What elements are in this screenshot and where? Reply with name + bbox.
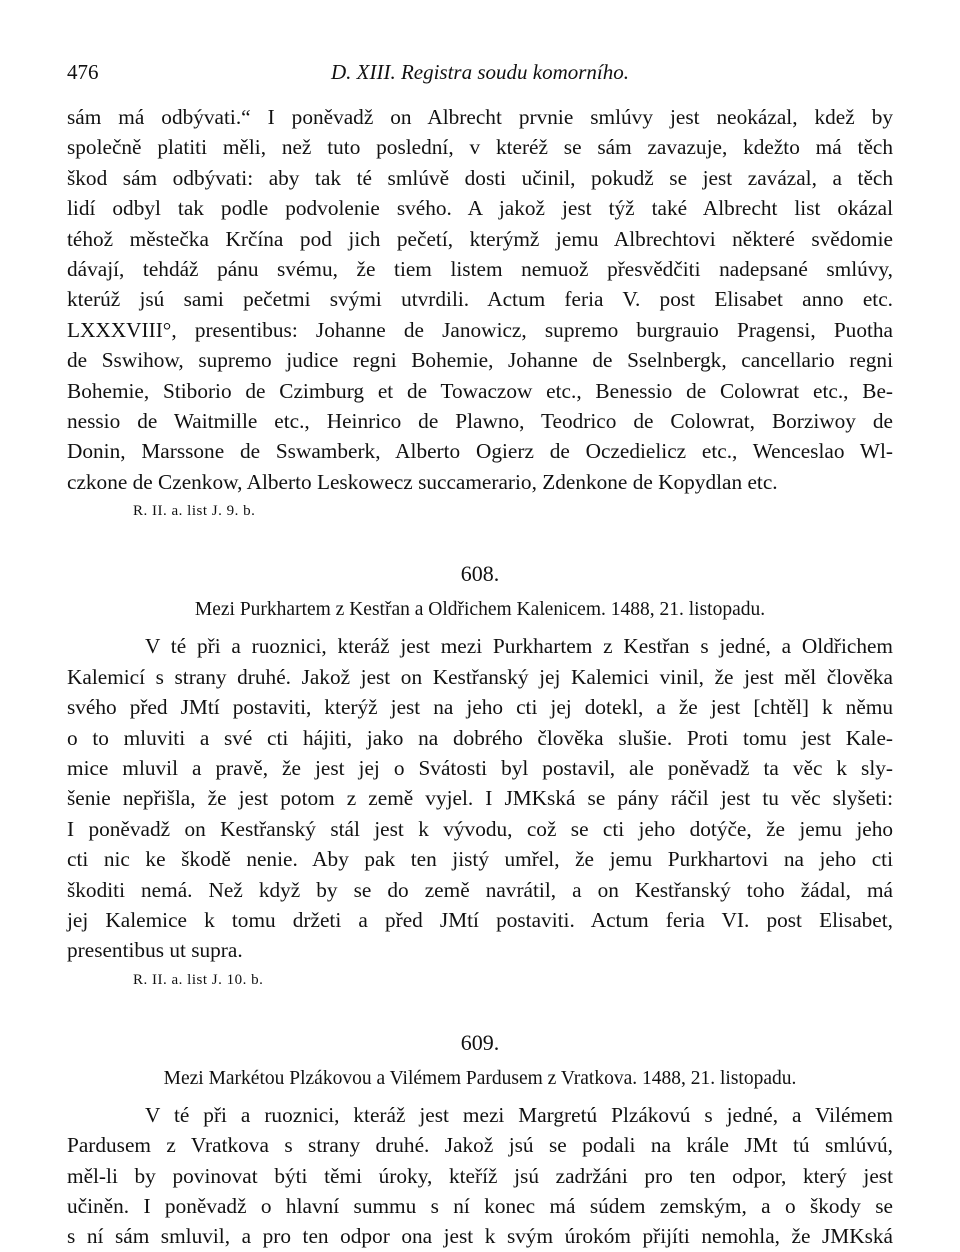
running-title: D. XIII. Registra soudu komorního. <box>330 60 630 84</box>
text-line: s ní sám smluvil, a pro ten odpor ona jest k svým úrokóm přijíti nemohla, že JMKská <box>67 1224 893 1249</box>
running-header <box>67 52 893 92</box>
source-note: R. II. a. list J. 10. b. <box>133 971 264 988</box>
text-line: škoditi nemá. Než když by se do země navrátil, a on Kestřanský toho žádal, má <box>67 877 893 902</box>
entry-number: 609. <box>460 1029 500 1055</box>
text-line: Kalemicí s strany druhé. Jakož jest on Kestřanský jej Kalemici vinil, že jest měl člověka <box>67 664 893 689</box>
text-line: lidí odbyl tak podle podvolenie svého. A jakož jest týž také Albrecht list okázal <box>67 196 893 221</box>
entry-paragraph <box>67 631 893 965</box>
entry-heading: Mezi Purkhartem z Kestřan a Oldřichem Kalenicem. 1488, 21. listopadu. <box>194 599 766 621</box>
text-line: sám má odbývati.“ I poněvadž on Albrecht prvnie smlúvy jest neokázal, kdež by <box>67 105 893 129</box>
text-line: Bohemie, Stiborio de Czimburg et de Towaczow etc., Benessio de Colowrat etc., Be- <box>67 378 893 403</box>
entry-heading: Mezi Markétou Plzákovou a Vilémem Pardusem z Vratkova. 1488, 21. listopadu. <box>163 1067 797 1089</box>
text-line: o to mluviti a své cti hájiti, jako na dobrého člověka slušie. Proti tomu jest Kale- <box>67 725 893 750</box>
text-line: jej Kalemice k tomu držeti a před JMtí postaviti. Actum feria VI. post Elisabet, <box>67 907 893 932</box>
page-number: 476 <box>67 60 99 84</box>
text-line: měl-li by povinovat býti těmi úroky, kteříž jsú zadržáni pro ten odpor, který jest <box>67 1163 893 1188</box>
text-line: de Sswihow, supremo judice regni Bohemie, Johanne de Sselnbergk, cancellario regni <box>67 348 893 373</box>
entry-number: 608. <box>460 561 500 587</box>
text-line: šenie nepřišla, že jest potom z země vyjel. I JMKská se pány ráčil jest tu věc slyšeti: <box>67 786 893 811</box>
source-note: R. II. a. list J. 9. b. <box>133 503 256 520</box>
text-line: LXXXVIII°, presentibus: Johanne de Janowicz, supremo burgrauio Pragensi, Puotha <box>67 317 893 342</box>
text-line: V té při a ruoznici, kteráž jest mezi Purkhartem z Kestřan s jedné, a Oldřichem <box>145 634 893 659</box>
book-page <box>67 52 893 1252</box>
text-line: kterúž jsú sami pečetmi svými utvrdili. Actum feria V. post Elisabet anno etc. <box>67 287 893 312</box>
text-line: společně platiti měli, než tuto poslední, v kteréž se sám zavazuje, kdežto má těch <box>67 135 893 160</box>
text-line: škod sám odbývati: aby tak té smlúvě dosti učinil, pokudž se jest zavázal, a těch <box>67 165 893 190</box>
text-line: učiněn. I poněvadž o hlavní summu s ní konec má súdem zemským, a o škody se <box>67 1193 893 1218</box>
entry-paragraph <box>67 1100 893 1252</box>
text-line: mice mluvil a pravě, že jest jej o Svátosti byl postavil, ale poněvadž ta věc k sly- <box>67 755 893 780</box>
text-line: V té při a ruoznici, kteráž jest mezi Margretú Plzákovú s jedné, a Vilémem <box>145 1102 893 1127</box>
text-line: nessio de Waitmille etc., Heinrico de Plawno, Teodrico de Colowrat, Borziwoy de <box>67 409 893 434</box>
text-line: dávají, tehdáž pánu svému, že tiem listem nemuož přesvědčiti nadepsané smlúvy, <box>67 257 893 282</box>
text-line: presentibus ut supra. <box>67 938 243 963</box>
text-line: téhož městečka Krčína pod jich pečetí, kterýmž jemu Albrechtovi některé svědomie <box>67 226 893 251</box>
text-line: Pardusem z Vratkova s strany druhé. Jakož jsú se podali na krále JMt tú smlúvú, <box>67 1133 893 1158</box>
text-line: svého před JMtí postaviti, kterýž jest na jeho cti jej dotekl, a že jest [chtěl] k němu <box>67 695 893 720</box>
text-line: Donin, Marssone de Sswamberk, Alberto Ogierz de Oczedielicz etc., Wenceslao Wl- <box>67 439 893 464</box>
continuation-paragraph <box>67 102 893 497</box>
text-line: I poněvadž on Kestřanský stál jest k vývodu, což se cti jeho dotýče, že jemu jeho <box>67 816 893 841</box>
text-line: cti nic ke škodě nenie. Aby pak ten jistý umřel, že jemu Purkhartovi na jeho cti <box>67 847 893 872</box>
text-line: czkone de Czenkow, Alberto Leskowecz succamerario, Zdenkone de Kopydlan etc. <box>67 469 778 494</box>
